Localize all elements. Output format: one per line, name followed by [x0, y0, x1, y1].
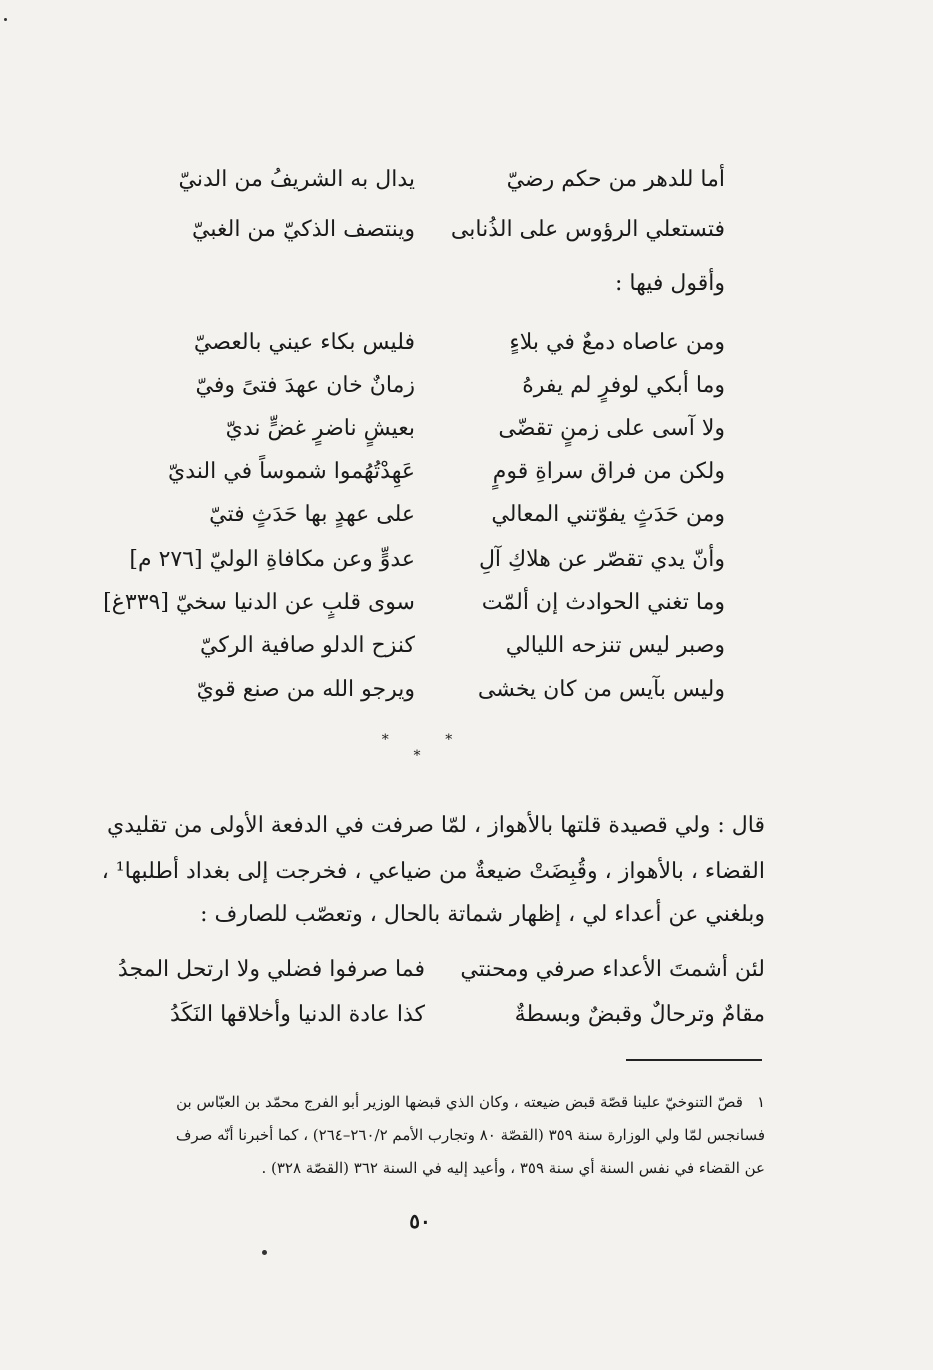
first-hemistich: وما أبكي لوفرٍ لم يفرهُ [522, 373, 725, 398]
footnote-line: فسانجس لمّا ولي الوزارة سنة ٣٥٩ (القصّة ٨٠ وتجارب الأمم ٢٦٠/٢–٢٦٤) ، كما أخبرنا أنّه صرف [175, 1126, 765, 1144]
footnote-line: عن القضاء في نفس السنة أي سنة ٣٥٩ ، وأعيد إليه في السنة ٣٦٢ (القصّة ٣٢٨) . [261, 1159, 765, 1177]
second-hemistich: عَهِدْتُهُموا شموساً في النديّ [168, 459, 415, 484]
ink-speck [4, 18, 7, 21]
second-hemistich: يدال به الشريفُ من الدنيّ [178, 167, 415, 192]
second-hemistich: فما صرفوا فضلي ولا ارتحل المجدُ [117, 957, 425, 982]
ink-speck [262, 1250, 267, 1255]
first-hemistich: وما تغني الحوادث إن ألمّت [481, 590, 725, 615]
verse-couplet [150, 626, 725, 666]
page-number: ٥٠ [409, 1209, 431, 1233]
verse-couplet [150, 366, 725, 406]
second-hemistich: بعيشٍ ناضرٍ غضٍّ نديّ [225, 416, 415, 441]
first-hemistich: مقامٌ وترحالٌ وقبضٌ وبسطةٌ [514, 1002, 765, 1027]
footnote-line [98, 1086, 765, 1118]
verse-couplet [150, 495, 725, 535]
verse-couplet [150, 452, 725, 492]
prose-line: القضاء ، بالأهواز ، وقُبِضَتْ ضيعةٌ من ضياعي ، فخرجت إلى بغداد أطلبها¹ ، [101, 859, 765, 884]
second-hemistich: فليس بكاء عيني بالعصيّ [193, 330, 415, 355]
footnote-text: قصّ التنوخيّ علينا قصّة قبض ضيعته ، وكان الذي قبضها الوزير أبو الفرج محمّد بن العبّاس بن [176, 1093, 743, 1111]
first-hemistich: أما للدهر من حكم رضيّ [506, 167, 725, 192]
verse-couplet [150, 409, 725, 449]
second-hemistich: ويرجو الله من صنع قويّ [196, 677, 415, 702]
first-hemistich: ومن حَدَثٍ يفوّتني المعالي [491, 502, 725, 527]
section-heading: وأقول فيها : [615, 271, 725, 296]
first-hemistich: ومن عاصاه دمعٌ في بلاءٍ [509, 330, 725, 355]
verse-couplet [129, 540, 725, 580]
second-hemistich: وينتصف الذكيّ من الغبيّ [192, 217, 415, 242]
second-hemistich: كذا عادة الدنيا وأخلاقها النَكَدُ [169, 1002, 425, 1027]
section-separator: * * * [381, 732, 479, 764]
footnote-rule [626, 1059, 762, 1061]
verse-couplet [100, 950, 765, 990]
prose-line: وبلغني عن أعداء لي ، إظهار شماتة بالحال ، وتعصّب للصارف : [200, 902, 765, 927]
first-hemistich: ولكن من فراق سراةِ قومٍ [492, 459, 725, 484]
first-hemistich: لئن أشمتَ الأعداء صرفي ومحنتي [460, 957, 765, 982]
second-hemistich: سوى قلبٍ عن الدنيا سخيّ [٣٣٩غ] [103, 590, 415, 615]
first-hemistich: ولا آسى على زمنٍ تقضّى [498, 416, 725, 441]
verse-couplet [103, 583, 725, 623]
footnote-marker: ١ [756, 1093, 765, 1111]
second-hemistich: كنزح الدلو صافية الركيّ [200, 633, 415, 658]
verse-couplet [150, 210, 725, 250]
first-hemistich: وأنّ يدي تقصّر عن هلاكِ آلِ [478, 547, 725, 572]
verse-couplet [150, 160, 725, 200]
first-hemistich: وصبر ليس تنزحه الليالي [505, 633, 725, 658]
second-hemistich: عدوٍّ وعن مكافاةِ الوليّ [٢٧٦ م] [129, 547, 415, 572]
second-hemistich: على عهدٍ بها حَدَثٍ فتيّ [209, 502, 415, 527]
verse-couplet [100, 995, 765, 1035]
prose-line: قال : ولي قصيدة قلتها بالأهواز ، لمّا صرفت في الدفعة الأولى من تقليدي [107, 813, 765, 838]
first-hemistich: وليس بآيس من كان يخشى [477, 677, 725, 702]
first-hemistich: فتستعلي الرؤوس على الذُنابى [450, 217, 725, 242]
verse-couplet [150, 323, 725, 363]
verse-couplet [150, 670, 725, 710]
second-hemistich: زمانٌ خان عهدَ فتىً وفيّ [195, 373, 415, 398]
